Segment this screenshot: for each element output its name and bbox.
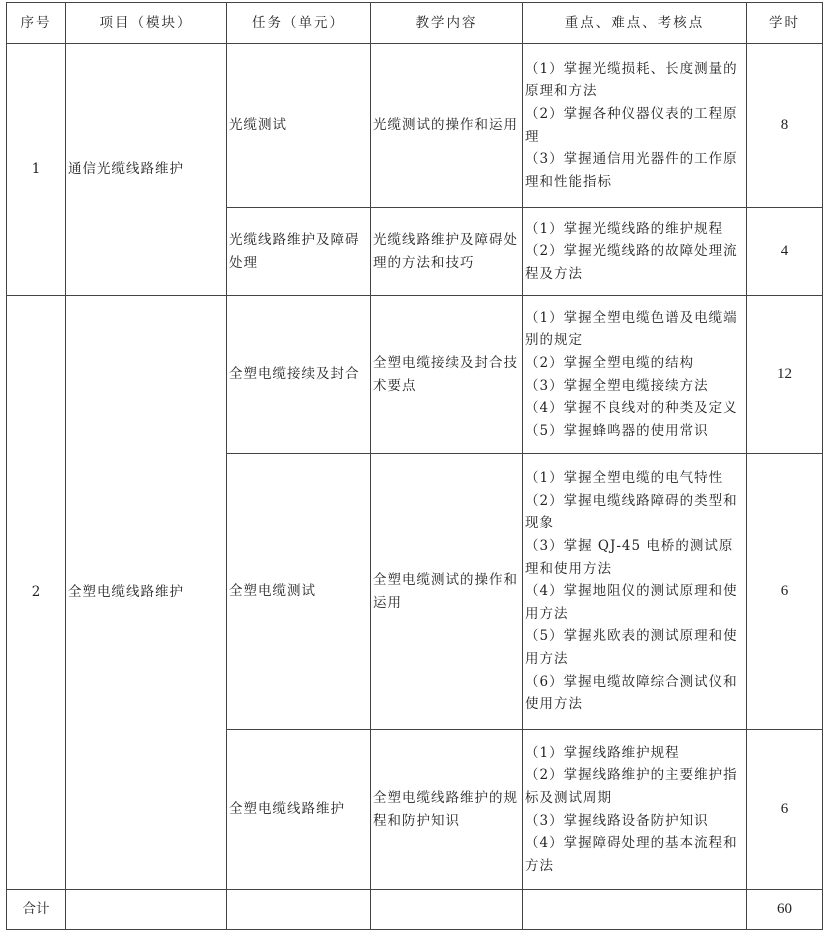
key-points — [523, 296, 747, 454]
header-content: 教学内容 — [371, 3, 523, 44]
teaching-content: 光缆线路维护及障碍处理的方法和技巧 — [371, 208, 523, 296]
key-point: （1）掌握全塑电缆的电气特性 — [525, 470, 724, 487]
key-point: （1）掌握光缆损耗、长度测量的原理和方法 — [525, 60, 738, 100]
class-hours: 4 — [747, 208, 823, 296]
key-point: （4）掌握不良线对的种类及定义 — [525, 400, 738, 417]
header-hours: 学时 — [747, 3, 823, 44]
teaching-content: 光缆测试的操作和运用 — [371, 44, 523, 208]
project-number: 2 — [7, 296, 66, 890]
empty-cell — [66, 890, 227, 930]
teaching-content: 全塑电缆接续及封合技术要点 — [371, 296, 523, 454]
key-point: （3）掌握通信用光器件的工作原理和性能指标 — [525, 151, 738, 190]
key-point: （2）掌握电缆线路障碍的类型和现象 — [525, 492, 738, 532]
key-point: （6）掌握电缆故障综合测试仪和使用方法 — [525, 673, 738, 713]
key-point: （4）掌握地阻仪的测试原理和使用方法 — [525, 583, 738, 622]
project-name: 全塑电缆线路维护 — [66, 296, 227, 890]
class-hours: 6 — [747, 730, 823, 890]
header-task: 任务（单元） — [227, 3, 371, 44]
project-number: 1 — [7, 44, 66, 296]
total-hours: 60 — [747, 890, 823, 930]
class-hours: 8 — [747, 44, 823, 208]
project-name: 通信光缆线路维护 — [66, 44, 227, 296]
table-row — [7, 44, 823, 208]
key-point: （3）掌握线路设备防护知识 — [525, 812, 709, 829]
key-point: （3）掌握 QJ-45 电桥的测试原理和使用方法 — [525, 538, 734, 577]
header-row — [7, 3, 823, 44]
task-name: 光缆线路维护及障碍处理 — [227, 208, 371, 296]
key-point: （2）掌握全塑电缆的结构 — [525, 354, 695, 371]
empty-cell — [227, 890, 371, 930]
key-points — [523, 454, 747, 730]
key-points — [523, 208, 747, 296]
header-no: 序号 — [7, 3, 66, 44]
class-hours: 6 — [747, 454, 823, 730]
task-name: 全塑电缆接续及封合 — [227, 296, 371, 454]
empty-cell — [371, 890, 523, 930]
key-point: （1）掌握光缆线路的维护规程 — [525, 220, 724, 237]
task-name: 全塑电缆测试 — [227, 454, 371, 730]
key-points — [523, 44, 747, 208]
class-hours: 12 — [747, 296, 823, 454]
total-label: 合计 — [7, 890, 66, 930]
teaching-content: 全塑电缆线路维护的规程和防护知识 — [371, 730, 523, 890]
task-name: 光缆测试 — [227, 44, 371, 208]
key-point: （2）掌握光缆线路的故障处理流程及方法 — [525, 243, 738, 282]
empty-cell — [523, 890, 747, 930]
header-project: 项目（模块） — [66, 3, 227, 44]
key-point: （5）掌握兆欧表的测试原理和使用方法 — [525, 628, 738, 667]
key-point: （3）掌握全塑电缆接续方法 — [525, 377, 709, 394]
task-name: 全塑电缆线路维护 — [227, 730, 371, 890]
key-points — [523, 730, 747, 890]
key-point: （1）掌握全塑电缆色谱及电缆端别的规定 — [525, 309, 738, 349]
key-point: （4）掌握障碍处理的基本流程和方法 — [525, 835, 738, 874]
key-point: （2）掌握各种仪器仪表的工程原理 — [525, 105, 738, 145]
header-points: 重点、难点、考核点 — [523, 3, 747, 44]
table-row — [7, 296, 823, 454]
total-row — [7, 890, 823, 930]
key-point: （5）掌握蜂鸣器的使用常识 — [525, 422, 709, 439]
curriculum-table — [6, 2, 823, 930]
key-point: （1）掌握线路维护规程 — [525, 744, 680, 761]
key-point: （2）掌握线路维护的主要维护指标及测试周期 — [525, 767, 738, 806]
teaching-content: 全塑电缆测试的操作和运用 — [371, 454, 523, 730]
